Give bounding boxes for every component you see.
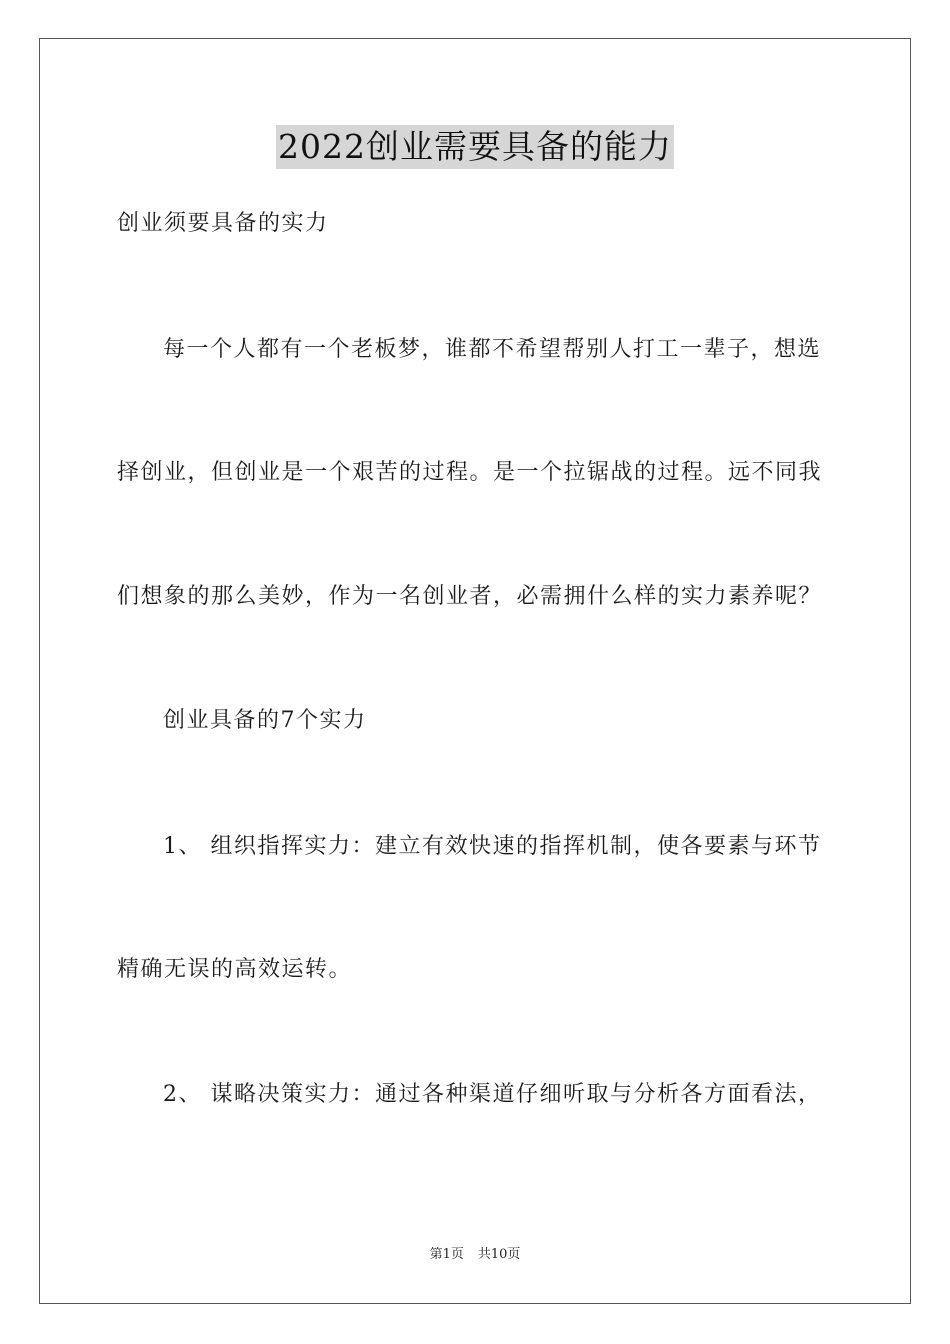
page-total: 共10页 <box>477 1247 521 1262</box>
subtitle-line: 创业须要具备的实力 <box>117 211 329 236</box>
list-item-1-continued: 精确无误的高效运转。 <box>117 957 353 982</box>
title-container <box>0 125 950 169</box>
page-footer <box>0 1246 950 1264</box>
paragraph-line: 们想象的那么美妙，作为一名创业者，必需拥什么样的实力素养呢？ <box>117 584 823 609</box>
page-number: 第1页 <box>429 1247 464 1262</box>
paragraph-line: 择创业，但创业是一个艰苦的过程。是一个拉锯战的过程。远不同我 <box>117 460 823 485</box>
section-heading: 创业具备的7个实力 <box>163 708 367 733</box>
document-title: 2022创业需要具备的能力 <box>276 125 674 169</box>
paragraph-line: 每一个人都有一个老板梦，谁都不希望帮别人打工一辈子，想选 <box>163 337 822 362</box>
list-item-1: 1、 组织指挥实力：建立有效快速的指挥机制，使各要素与环节 <box>163 834 822 859</box>
list-item-2: 2、 谋略决策实力：通过各种渠道仔细听取与分析各方面看法， <box>163 1082 822 1107</box>
